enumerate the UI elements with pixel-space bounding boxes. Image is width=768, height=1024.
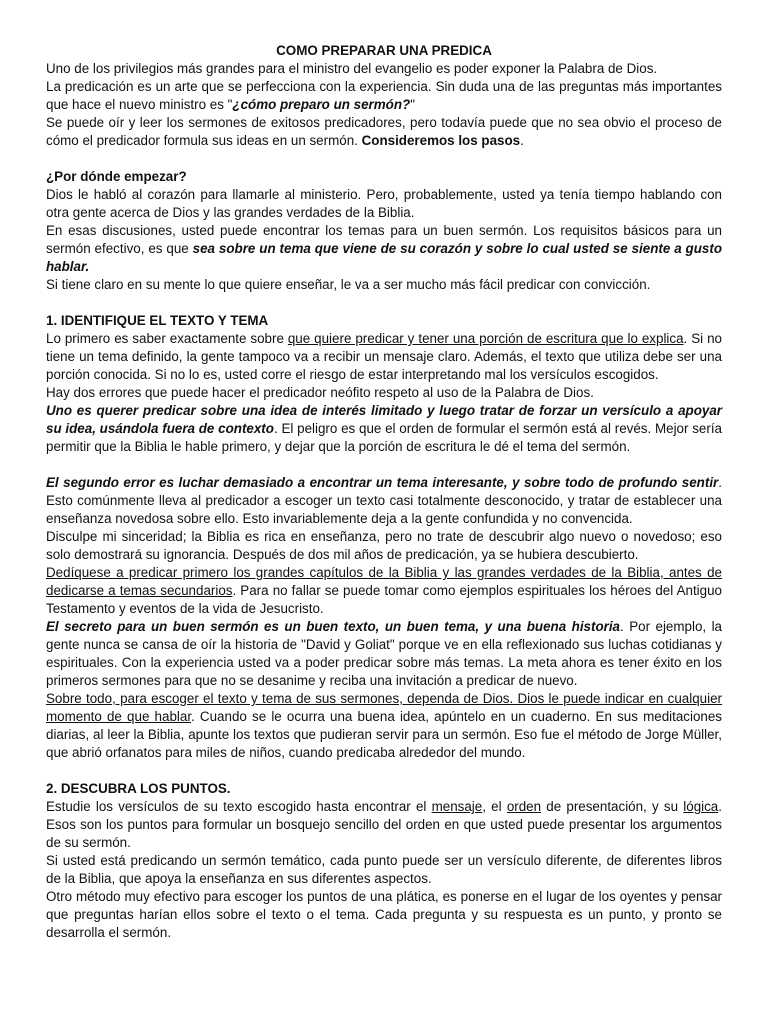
section2-text: Estudie los versículos de su texto escogido hasta encontrar el (46, 799, 432, 814)
intro-paragraph-1: Uno de los privilegios más grandes para el ministro del evangelio es poder exponer la Palabra de Dios. (46, 61, 658, 76)
section1-emphasis: El secreto para un buen sermón es un buen texto, un buen tema, y una buena historia (46, 619, 621, 634)
start-paragraph-3: Si tiene claro en su mente lo que quiere enseñar, le va a ser mucho más fácil predicar con convicción. (46, 277, 651, 292)
section1-paragraph-4 (46, 474, 722, 528)
intro-paragraph-3 (46, 114, 722, 150)
section1-text: . Para no fallar se puede tomar como ejemplos espirituales los héroes del Antiguo Testamento y eventos de la vida de Jesucristo. (46, 583, 722, 616)
intro-emphasis: Consideremos los pasos (361, 133, 521, 148)
start-heading: ¿Por dónde empezar? (46, 169, 187, 184)
section1-paragraph-2: Hay dos errores que puede hacer el predicador neófito respeto al uso de la Palabra de Dios. (46, 385, 594, 400)
intro-text: . (520, 133, 524, 148)
section1-text: . El peligro es que el orden de formular el sermón está al revés. Mejor sería permitir que la Biblia le hable primero, y dejar que la porción de escritura le dé el tema del sermón. (46, 421, 723, 454)
intro-paragraph-2 (46, 78, 722, 114)
section1-text: . Esto comúnmente lleva al predicador a escoger un texto casi totalmente desconocido, y tratar de establecer una enseñanza novedosa sobre ello. Esto invariablemente deja a la gente confundida y no convencida. (46, 475, 722, 526)
document-title: COMO PREPARAR UNA PREDICA (276, 43, 492, 58)
section1-text: . Por ejemplo, la gente nunca se cansa de oír la historia de "David y Goliat" porque ve en ella reflexionado sus luchas cotidianas y espirituales. Con la experiencia usted va a poder predicar sobre más temas. La meta ahora es tener éxito en los primeros sermones para que no se desanime y reciba una invitación a predicar de nuevo. (46, 619, 722, 688)
section1-paragraph-7 (46, 618, 722, 690)
start-paragraph-1: Dios le habló al corazón para llamarle al ministerio. Pero, probablemente, usted ya tenía tiempo hablando con otra gente acerca de Dios y las grandes verdades de la Biblia. (46, 187, 722, 220)
section1-heading: 1. IDENTIFIQUE EL TEXTO Y TEMA (46, 313, 269, 328)
section2-heading: 2. DESCUBRA LOS PUNTOS. (46, 781, 231, 796)
section2-text: , el (482, 799, 507, 814)
section2-paragraph-1 (46, 798, 722, 852)
document-page (46, 42, 722, 942)
section1-underline: Sobre todo, para escoger el texto y tema de sus sermones, dependa de Dios. Dios le puede indicar en cualquier momento de que hablar (46, 691, 722, 724)
start-emphasis: sea sobre un tema que viene de su corazón y sobre lo cual usted se siente a gusto hablar. (46, 241, 723, 274)
start-paragraph-2 (46, 222, 722, 276)
section2-text: . Esos son los puntos para formular un bosquejo sencillo del orden en que usted puede presentar los argumentos de su sermón. (46, 799, 722, 850)
section1-paragraph-5: Disculpe mi sinceridad; la Biblia es rica en enseñanza, pero no trate de descubrir algo nuevo o novedoso; eso solo demostrará su ignorancia. Después de dos mil años de predicación, ya se hubiera descubierto. (46, 529, 722, 562)
section2-paragraph-2: Si usted está predicando un sermón temático, cada punto puede ser un versículo diferente, de diferentes libros de la Biblia, que apoya la enseñanza en sus diferentes aspectos. (46, 853, 722, 886)
section1-underline: Dedíquese a predicar primero los grandes capítulos de la Biblia y las grandes verdades de la Biblia, antes de dedicarse a temas secundarios (46, 565, 722, 598)
section2-underline: lógica (683, 799, 719, 814)
section1-text: Lo primero es saber exactamente sobre (46, 331, 288, 346)
section2-text: de presentación, y su (541, 799, 684, 814)
section1-paragraph-1 (46, 330, 722, 384)
section1-underline: que quiere predicar y tener una porción de escritura que lo explica (287, 331, 684, 346)
section1-text: . Cuando se le ocurra una buena idea, apúntelo en un cuaderno. En sus meditaciones diarias, al leer la Biblia, apunte los textos que pudieran servir para un sermón. Eso fue el método de Jorge Müller, que abrió orfanatos para miles de niños, cuando predicaba alrededor del mundo. (46, 709, 722, 760)
section1-paragraph-8 (46, 690, 722, 762)
intro-text: " (410, 97, 415, 112)
section2-underline: mensaje (431, 799, 483, 814)
start-text: En esas discusiones, usted puede encontrar los temas para un buen sermón. Los requisitos básicos para un sermón efectivo, es que (46, 223, 722, 256)
section1-emphasis: El segundo error es luchar demasiado a encontrar un tema interesante, y sobre todo de profundo sentir (46, 475, 719, 490)
section1-paragraph-3 (46, 402, 722, 456)
section2-paragraph-3: Otro método muy efectivo para escoger los puntos de una plática, es ponerse en el lugar de los oyentes y pensar que preguntas harían ellos sobre el texto o el tema. Cada pregunta y su respuesta es un punto, y pronto se desarrolla el sermón. (46, 889, 722, 940)
section1-paragraph-6 (46, 564, 722, 618)
intro-text: Se puede oír y leer los sermones de exitosos predicadores, pero todavía puede que no sea obvio el proceso de cómo el predicador formula sus ideas en un sermón. (46, 115, 722, 148)
section1-text: . Si no tiene un tema definido, la gente tampoco va a recibir un mensaje claro. Además, el texto que utiliza debe ser una porción conocida. Si no lo es, usted corre el riesgo de estar interpretando mal los versículos escogidos. (46, 331, 722, 382)
section1-emphasis: Uno es querer predicar sobre una idea de interés limitado y luego tratar de forzar un versículo a apoyar su idea, usándola fuera de contexto (46, 403, 722, 436)
section2-underline: orden (506, 799, 542, 814)
intro-emphasis: ¿cómo preparo un sermón? (232, 97, 411, 112)
intro-text: La predicación es un arte que se perfecciona con la experiencia. Sin duda una de las preguntas más importantes que hace el nuevo ministro es " (46, 79, 722, 112)
